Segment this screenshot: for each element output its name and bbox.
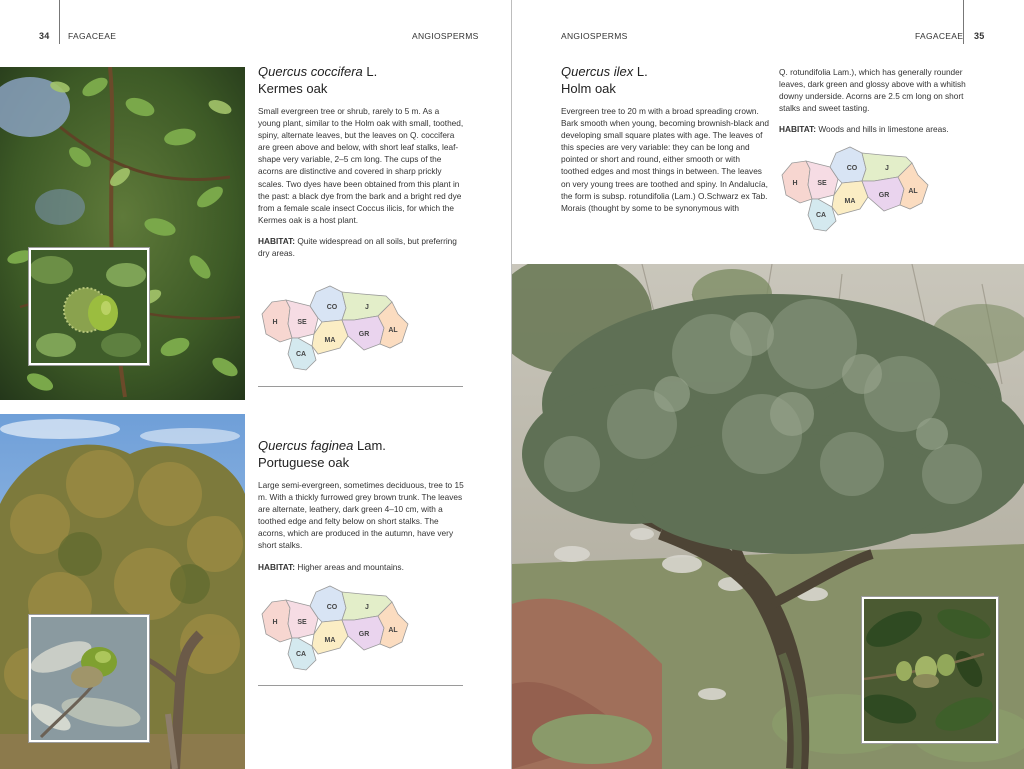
running-head-family: FAGACEAE — [68, 31, 117, 41]
province-label-ca: CA — [815, 212, 827, 219]
province-label-ca: CA — [295, 651, 307, 658]
holm-oak-acorn-inset — [862, 597, 998, 743]
province-label-ma: MA — [324, 637, 336, 644]
province-label-al: AL — [388, 327, 398, 334]
province-label-j: J — [885, 165, 889, 172]
province-label-se: SE — [297, 319, 307, 326]
distribution-map-portuguese-oak — [258, 584, 422, 680]
kermes-oak-acorn-inset — [29, 248, 149, 365]
province-label-h: H — [272, 619, 278, 626]
province-label-co: CO — [846, 165, 858, 172]
header-divider — [963, 0, 964, 44]
species-description: Small evergreen tree or shrub, rarely to 5 m. As a young plant, similar to the Holm oak with small, toothed, spiny, alternate leaves, but the leaves on Q. coccifera are green above and below, with short leaf stalks, leaf-shape very variable, 2–5 cm long. The cups of the acorns are distinctive and covered in sharp prickly scales. Two dyes have been obtained from this plant in the past: a black dye from the bark and a bright red dye from a female scale insect Coccus ilicis, for which the Kermes oak is a host plant. — [258, 106, 464, 225]
province-label-gr: GR — [878, 192, 890, 199]
species-scientific-name: Quercus faginea Lam. — [258, 438, 386, 453]
province-label-ma: MA — [844, 198, 856, 205]
page-number: 34 — [39, 31, 50, 41]
species-scientific-name: Quercus coccifera L. — [258, 64, 378, 79]
species-description: Evergreen tree to 20 m with a broad spreading crown. Bark smooth when young, becoming brownish-black and developing small square plates with age. The leaves of this species are very variable: they can be long and pointed or short and round, either smooth or with toothed edges and most things in between. The leaves on very young trees are toothed and spiny. In Andalucía, the form is subsp. rotundifolia (Lam.) O.Schwarz ex Tab. Morais (thought by some to be synonymous with — [561, 106, 769, 213]
entry-holm-oak-continued — [779, 66, 984, 144]
province-label-gr: GR — [358, 331, 370, 338]
species-description-continued: Q. rotundifolia Lam.), which has generally rounder leaves, dark green and glossy above with a whitish downy underside. Acorns are 2.5 cm long on short stalks and sweet tasting. — [779, 67, 966, 114]
entry-divider — [258, 685, 463, 686]
species-common-name: Holm oak — [561, 81, 616, 96]
page-number: 35 — [974, 31, 985, 41]
province-label-al: AL — [388, 627, 398, 634]
header-divider — [59, 0, 60, 44]
running-head-family: FAGACEAE — [915, 31, 964, 41]
species-common-name: Portuguese oak — [258, 455, 350, 470]
species-common-name: Kermes oak — [258, 81, 328, 96]
species-description: Large semi-evergreen, sometimes deciduous, tree to 15 m. With a thickly furrowed grey brown trunk. The leaves are alternate, leathery, dark green 4–10 cm, with a toothed edge and felty below on short stalks. The acorns, which are produced in the autumn, have very short stalks. — [258, 480, 464, 551]
running-head-group: ANGIOSPERMS — [561, 31, 628, 41]
province-label-j: J — [365, 604, 369, 611]
species-habitat: HABITAT: Woods and hills in limestone areas. — [779, 124, 949, 135]
province-label-co: CO — [326, 604, 338, 611]
province-label-h: H — [792, 180, 798, 187]
entry-kermes-oak — [258, 64, 464, 268]
province-label-ma: MA — [324, 337, 336, 344]
entry-holm-oak — [561, 64, 769, 223]
province-label-se: SE — [817, 180, 827, 187]
entry-divider — [258, 386, 463, 387]
province-label-gr: GR — [358, 631, 370, 638]
distribution-map-kermes-oak — [258, 284, 422, 380]
province-label-h: H — [272, 319, 278, 326]
entry-portuguese-oak — [258, 438, 464, 582]
running-head-group: ANGIOSPERMS — [412, 31, 479, 41]
province-label-al: AL — [908, 188, 918, 195]
province-label-se: SE — [297, 619, 307, 626]
species-habitat: HABITAT: Higher areas and mountains. — [258, 561, 404, 572]
right-page — [512, 0, 1024, 769]
species-habitat: HABITAT: Quite widespread on all soils, but preferring dry areas. — [258, 235, 457, 259]
province-label-j: J — [365, 304, 369, 311]
province-label-ca: CA — [295, 351, 307, 358]
left-page — [0, 0, 511, 769]
portuguese-oak-acorn-inset — [29, 615, 149, 742]
province-label-co: CO — [326, 304, 338, 311]
species-scientific-name: Quercus ilex L. — [561, 64, 648, 79]
distribution-map-holm-oak — [778, 145, 942, 241]
